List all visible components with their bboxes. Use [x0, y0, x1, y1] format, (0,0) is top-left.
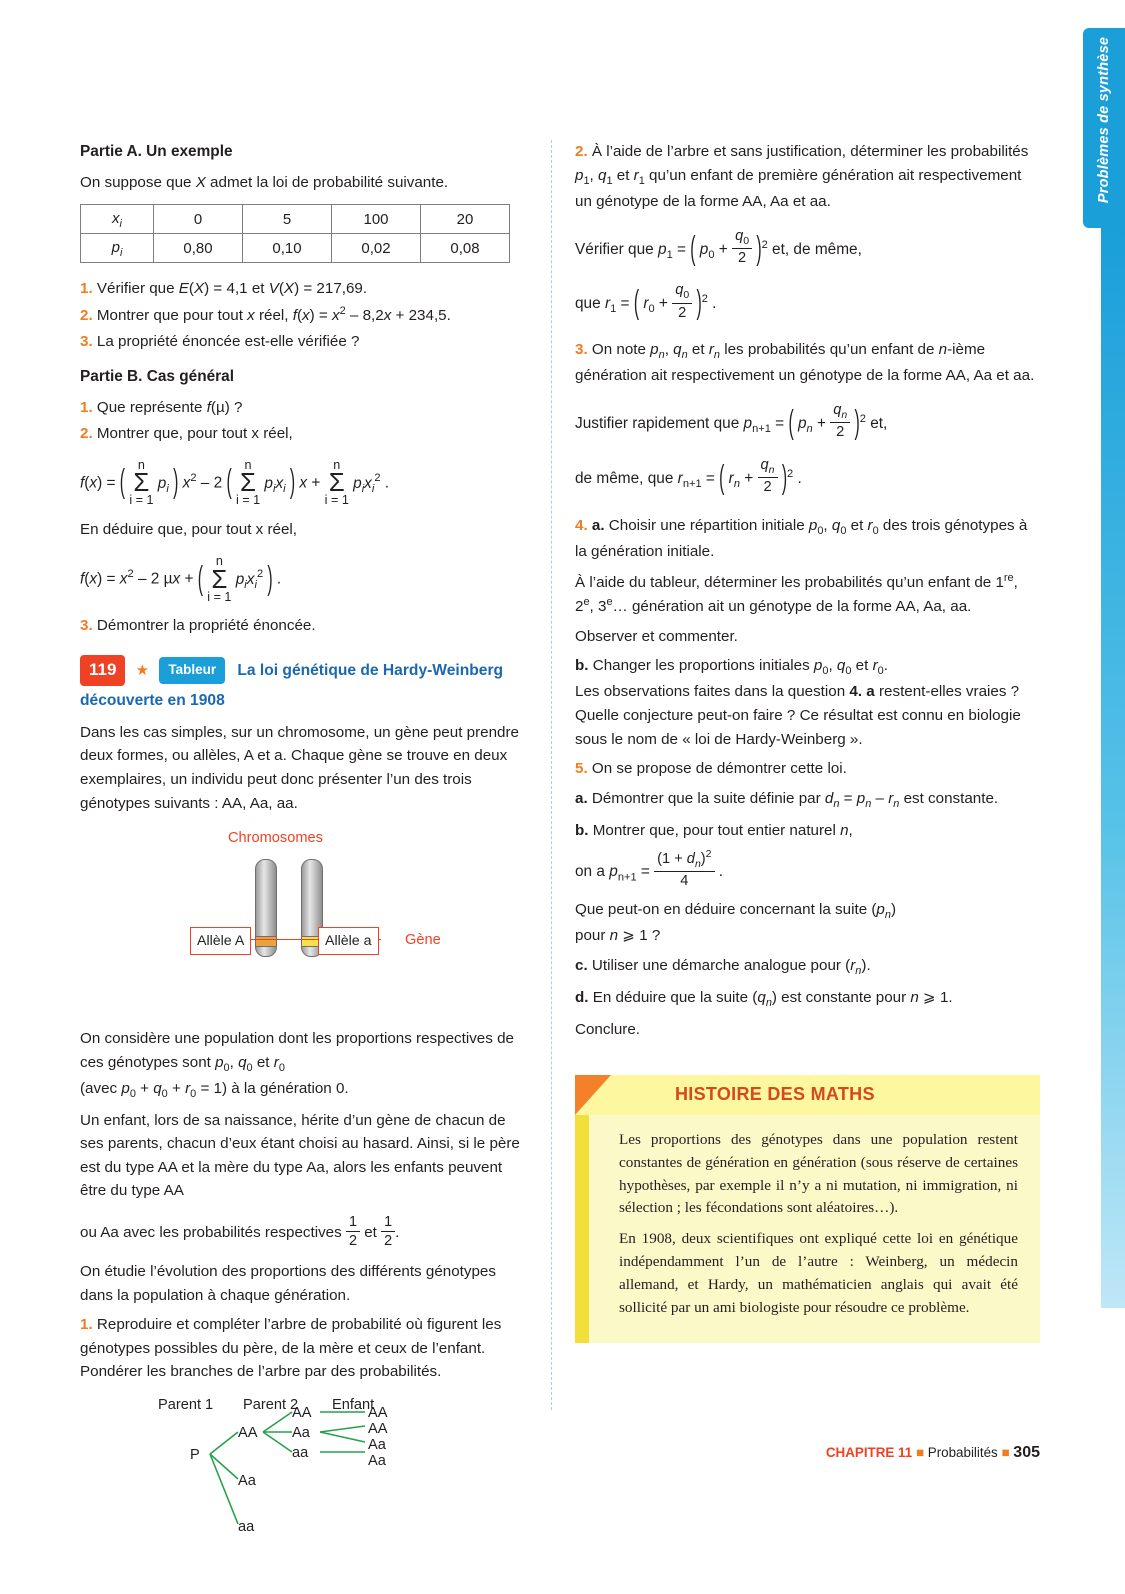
row-label-xi: $x_i$ [81, 205, 154, 234]
tree-node-l2-0: AA [292, 1404, 312, 1421]
footer-square-icon-2: ■ [1001, 1445, 1010, 1460]
sub-item-label: b. [575, 657, 589, 675]
tree-node-l3-1: AA [368, 1420, 388, 1437]
question-5b-2: Que peut-on en déduire concernant la suite $(p_n)$ pour n ⩾ 1 ? [575, 901, 897, 945]
tree-node-l3-0: AA [368, 1404, 388, 1421]
item-number: 2. [80, 424, 93, 442]
tree-node-l1-2: aa [238, 1518, 255, 1535]
histoire-title: HISTOIRE DES MATHS [675, 1084, 875, 1104]
exercise-number: 119 [80, 655, 125, 685]
footer-chapter: CHAPITRE 11 [825, 1445, 913, 1460]
question-5c: c. Utiliser une démarche analogue pour $(r_n)$. [575, 957, 871, 978]
cell-xi-0: 0 [154, 205, 243, 234]
question-4a: 4. a. Choisir une répartition initiale $p_0$, $q_0$ et $r_0$ des trois génotypes à la génération initiale. [575, 517, 1028, 561]
tree-node-l3-3: Aa [368, 1452, 386, 1469]
page-footer [826, 1444, 1040, 1462]
sub-item-label: d. [575, 989, 589, 1006]
question-3: 3. On note $p_n$, $q_n$ et $r_n$ les probabilités qu’un enfant de n-ième génération ait respectivement un génotype de la forme AA, Aa et aa. [575, 340, 1035, 384]
question-4a-3: Observer et commenter. [575, 627, 738, 645]
part-b-item-1: 1. Que représente f(µ) ? [80, 399, 243, 417]
chromosome-figure [80, 827, 510, 1017]
likewise-label: de même, que [575, 469, 674, 487]
cell-xi-1: 5 [243, 205, 332, 234]
footer-page-number: 305 [1013, 1444, 1040, 1461]
item-number: 1. [80, 280, 93, 298]
question-5 [575, 757, 1040, 781]
item-number: 2. [80, 307, 93, 325]
tree-header-parent1: Parent 1 [158, 1396, 214, 1413]
sub-item-label: c. [575, 957, 588, 975]
question-4a-2: À l’aide du tableur, déterminer les probabilités qu’un enfant de 1re, 2e, 3e… génération ait un génotype de la forme AA, Aa, aa. [575, 571, 1018, 616]
distribution-table [80, 204, 510, 263]
tree-node-l3-2: Aa [368, 1436, 386, 1453]
item-number: 1. [80, 399, 93, 417]
histoire-header [575, 1075, 1040, 1115]
tree-node-l1-1: Aa [238, 1472, 256, 1489]
histoire-side-bar [575, 1115, 589, 1343]
column-divider [551, 140, 552, 1410]
left-column [80, 140, 528, 1594]
question-5b: b. Montrer que, pour tout entier naturel n, [575, 821, 853, 839]
part-b-item-3 [80, 614, 528, 638]
formula-fx-mu: $f(x) = x^2 - 2$ µx + ( n Σ i = 1 $p_ix_i^2$ ) . [80, 554, 282, 604]
and-likewise-label: et, de même, [772, 241, 862, 259]
sub-item-label: b. [575, 821, 589, 839]
prob-text-mid: et [364, 1223, 377, 1241]
exercise-119-intro: Dans les cas simples, sur un chromosome, un gène peut prendre deux formes, ou allèles, A et a. Chaque gène se trouve en deux exemplaires, un individu peut donc présenter l’un des trois génotypes suivants : AA, Aa, aa. [80, 723, 519, 812]
heredity-paragraph: Un enfant, lors de sa naissance, hérite d’un gène de chacun de ses parents, chacun d’eux étant choisi au hasard. Ainsi, si le père est du type AA et la mère du type Aa, alors les enfants peuvent être du type AA [80, 1111, 520, 1200]
allele-b-label: Allèle a [318, 927, 379, 955]
part-b-item-2-text: Montrer que, pour tout x réel, [96, 424, 293, 442]
part-a-title: Partie A. Un exemple [80, 143, 233, 160]
part-b-deduire: En déduire que, pour tout x réel, [80, 520, 297, 538]
justify-label: Justifier rapidement que [575, 415, 740, 433]
fraction-one-half-a: $\frac{1}{2}$ [346, 1213, 360, 1250]
item-number: 4. [575, 517, 588, 535]
probability-tree [80, 1394, 510, 1594]
cell-pi-2: 0,02 [332, 234, 421, 263]
evolution-paragraph: On étudie l’évolution des proportions des différents génotypes dans la population à chaque génération. [80, 1262, 496, 1304]
part-a-item-1: 1. Vérifier que E(X) = 4,1 et V(X) = 217,69. [80, 280, 368, 298]
verify-label: Vérifier que [575, 241, 654, 259]
section-tab-label: Problèmes de synthèse [1096, 36, 1112, 204]
row-label-pi: $p_i$ [81, 234, 154, 263]
cell-xi-2: 100 [332, 205, 421, 234]
histoire-body [575, 1115, 1040, 1343]
tree-header-parent2: Parent 2 [243, 1396, 299, 1413]
part-b-title: Partie B. Cas général [80, 368, 234, 386]
question-2: 2. À l’aide de l’arbre et sans justification, déterminer les probabilités $p_1$, $q_1$ et $r_1$ qu’un enfant de première génération ait respectivement un génotype de la forme AA, Aa et aa. [575, 143, 1029, 210]
difficulty-star-icon: ★ [135, 661, 150, 679]
table-row [81, 234, 510, 263]
cell-pi-0: 0,80 [154, 234, 243, 263]
histoire-paragraph-1: Les proportions des génotypes dans une population restent constantes de génération en génération (sous réserve de certaines hypothèses, par exemple il n’y a ni mutation, ni immigration, ni sélection ; les fécondations sont aléatoires…). [619, 1131, 1018, 1217]
sub-item-label: a. [591, 517, 605, 535]
question-5-conclure: Conclure. [575, 1020, 640, 1038]
tableur-badge: Tableur [159, 657, 225, 684]
that-label: que [575, 295, 601, 313]
tree-header-enfant: Enfant [332, 1396, 375, 1413]
formula-r1: que $r_1$ = ( $r_0$ + $\frac{q_0}{2}$ )$^2$ . [575, 282, 717, 323]
side-color-strip [1101, 228, 1125, 1308]
right-column [575, 140, 1040, 1048]
tree-node-l2-2: aa [292, 1444, 309, 1461]
item-number: 3. [80, 616, 93, 634]
allele-band-a [255, 936, 277, 947]
footer-square-icon: ■ [915, 1445, 925, 1460]
part-b-item-2 [80, 422, 528, 446]
exercise-119-q1-text: Reproduire et compléter l’arbre de probabilité où figurent les génotypes possibles du père, de la mère et ceux de l’enfant. Pondérer les branches de l’arbre par des probabilités. [80, 1316, 502, 1381]
cell-xi-3: 20 [421, 205, 510, 234]
histoire-des-maths-box [575, 1075, 1040, 1343]
question-5-text: On se propose de démontrer cette loi. [591, 760, 847, 778]
prob-text-pre: ou Aa avec les probabilités respectives [80, 1223, 342, 1241]
sub-item-label: a. [575, 789, 588, 807]
histoire-paragraph-2: En 1908, deux scientifiques ont expliqué cette loi en génétique indépendamment l’un de l’autre : Weinberg, un médecin allemand, et Hardy, un mathématicien anglais qui avait été sollicité par un ami biologiste pour résoudre ce problème. [619, 1230, 1018, 1316]
tree-node-l2-1: Aa [292, 1424, 310, 1441]
chromosomes-caption: Chromosomes [228, 830, 323, 847]
exercise-title-line1: La loi génétique de Hardy-Weinberg [237, 661, 504, 679]
formula-rn1: de même, que $r_{n+1}$ = ( $r_n$ + $\frac{q_n}{2}$ )$^2$ . [575, 456, 802, 497]
fraction-one-half-b: $\frac{1}{2}$ [381, 1213, 395, 1250]
item-number: 5. [575, 760, 588, 778]
item-number: 1. [80, 1316, 93, 1334]
formula-pn1: Justifier rapidement que $p_{n+1}$ = ( $p_n$ + $\frac{q_n}{2}$ )$^2$ et, [575, 402, 888, 442]
formula-p1: Vérifier que $p_1$ = ( $p_0$ + $\frac{q_0}{2}$ )$^2$ et, de même, [575, 228, 862, 268]
we-have-label: on a [575, 863, 605, 881]
item-number: 3. [575, 340, 588, 358]
population-paragraph: On considère une population dont les proportions respectives de ces génotypes sont $p_0$, $q_0$ et $r_0$ (avec $p_0 + q_0 + r_0 = 1$) à la génération 0. [80, 1030, 514, 1100]
and-label: et, [870, 415, 888, 433]
cell-pi-1: 0,10 [243, 234, 332, 263]
item-number: 3. [80, 332, 93, 350]
question-4b: b. Changer les proportions initiales $p_0$, $q_0$ et $r_0$. Les observations faites dans la question 4. a restent-elles vraies ? Quelle conjecture peut-on faire ? Ce résultat est connu en biologie sous le nom de « loi de Hardy-Weinberg ». [575, 657, 1021, 748]
formula-pn1-dn: on a $p_{n+1}$ = $\frac{(1 + d_n)^2}{4}$ . [575, 848, 724, 890]
exercise-title-line2: découverte en 1908 [80, 691, 225, 709]
formula-fx-sum: f(x) = ( n Σ i = 1 $p_i$ ) $x^2 - 2$ ( n Σ i = 1 $p_ix_i$ ) x + n Σ i = 1 $p_ix_i^2$ . [80, 458, 390, 508]
question-5a: a. Démontrer que la suite définie par $d_n = p_n - r_n$ est constante. [575, 789, 999, 810]
tree-node-root: P [190, 1446, 200, 1463]
exercise-119-q1 [80, 1313, 528, 1384]
part-a-intro: On suppose que X admet la loi de probabilité suivante. [80, 173, 449, 191]
probabilities-fraction-line: ou Aa avec les probabilités respectives $\frac{1}{2}$ et $\frac{1}{2}$ . [80, 1213, 400, 1249]
table-row [81, 205, 510, 234]
item-number: 2. [575, 143, 588, 160]
part-a-item-2: 2. Montrer que pour tout x réel, $f(x) = x^2 - 8,2x + 234,5$. [80, 305, 451, 325]
footer-subject: Probabilités [927, 1445, 998, 1460]
section-tab [1083, 28, 1125, 228]
part-a-item-3: 3. La propriété énoncée est-elle vérifiée ? [80, 332, 360, 350]
corner-triangle-icon [575, 1075, 611, 1115]
part-b-item-3-text: Démontrer la propriété énoncée. [96, 616, 316, 634]
exercise-119-header [80, 655, 528, 713]
allele-a-label: Allèle A [190, 927, 251, 955]
cell-pi-3: 0,08 [421, 234, 510, 263]
question-5d: d. En déduire que la suite $(q_n)$ est constante pour n ⩾ 1. [575, 989, 953, 1010]
gene-label: Gène [405, 932, 441, 949]
tree-node-l1-0: AA [238, 1424, 258, 1441]
